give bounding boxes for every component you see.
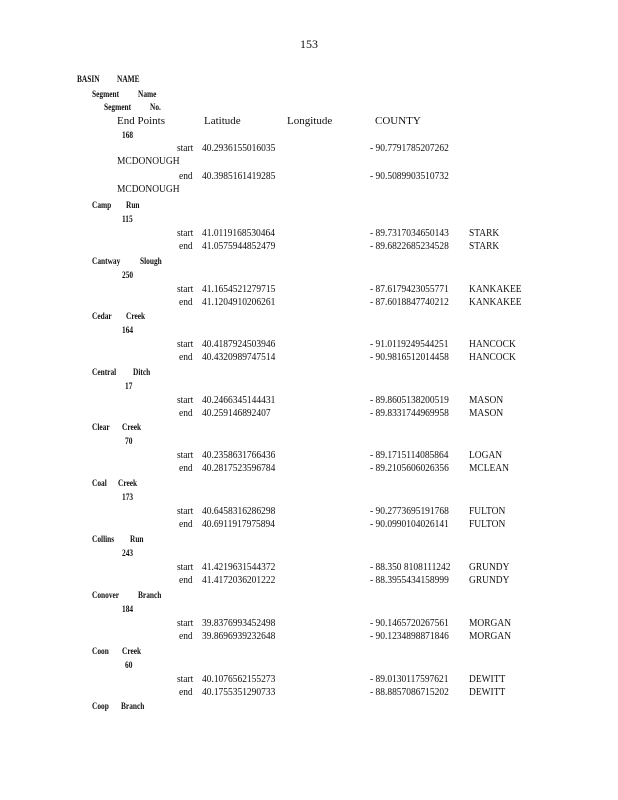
segment-number: 70	[125, 436, 133, 446]
latitude-value: 40.1755351290733	[202, 686, 276, 698]
endpoint-label: start	[177, 561, 194, 573]
county-value: MCLEAN	[469, 462, 509, 474]
county-value: STARK	[469, 227, 500, 239]
latitude-value: 41.4219631544372	[202, 561, 276, 573]
county-value: MCDONOUGH	[117, 155, 180, 167]
latitude-value: 40.4320989747514	[202, 351, 276, 363]
county-value: FULTON	[469, 505, 506, 517]
segment-name: Cedar	[92, 311, 112, 321]
longitude-value: - 89.2105606026356	[370, 462, 449, 474]
table-row	[0, 630, 618, 642]
segment-name: Camp	[92, 200, 112, 210]
longitude-value: - 89.8331744969958	[370, 407, 449, 419]
table-row	[0, 673, 618, 685]
endpoint-label: end	[179, 240, 193, 252]
table-row	[0, 449, 618, 461]
endpoint-label: start	[177, 673, 194, 685]
header-name: NAME	[117, 74, 140, 84]
latitude-value: 40.2936155016035	[202, 142, 276, 154]
latitude-value: 40.1076562155273	[202, 673, 276, 685]
latitude-value: 39.8376993452498	[202, 617, 276, 629]
segment-number: 250	[122, 270, 134, 280]
county-value: HANCOCK	[469, 338, 516, 350]
segment-name: Collins	[92, 534, 115, 544]
county-value: DEWITT	[469, 686, 506, 698]
latitude-value: 41.0119168530464	[202, 227, 275, 239]
endpoint-label: start	[177, 394, 194, 406]
longitude-value: - 90.0990104026141	[370, 518, 449, 530]
table-row	[0, 351, 618, 363]
table-row	[0, 574, 618, 586]
table-row	[0, 561, 618, 573]
segment-type: Creek	[122, 646, 142, 656]
endpoint-label: end	[179, 170, 193, 182]
longitude-value: - 87.6018847740212	[370, 296, 449, 308]
segment-type: Run	[126, 200, 140, 210]
latitude-value: 40.4187924503946	[202, 338, 276, 350]
endpoint-label: start	[177, 142, 194, 154]
segment-type: Branch	[121, 701, 145, 711]
latitude-value: 41.4172036201222	[202, 574, 276, 586]
segment-number: 164	[122, 325, 134, 335]
segment-number: 184	[122, 604, 134, 614]
latitude-value: 40.259146892407	[202, 407, 271, 419]
latitude-value: 40.2466345144431	[202, 394, 276, 406]
endpoint-label: start	[177, 338, 194, 350]
segment-name: Central	[92, 367, 117, 377]
table-row	[0, 227, 618, 239]
table-row	[0, 462, 618, 474]
segment-type: Ditch	[133, 367, 151, 377]
endpoint-label: end	[179, 462, 193, 474]
longitude-value: - 90.2773695191768	[370, 505, 449, 517]
segment-number: 17	[125, 381, 133, 391]
longitude-value: - 90.9816512014458	[370, 351, 449, 363]
county-value: MORGAN	[469, 617, 512, 629]
table-row	[0, 240, 618, 252]
segment-type: Run	[130, 534, 144, 544]
latitude-value: 40.6911917975894	[202, 518, 275, 530]
endpoint-label: end	[179, 296, 193, 308]
latitude-value: 40.6458316286298	[202, 505, 276, 517]
table-row	[0, 296, 618, 308]
latitude-value: 40.2817523596784	[202, 462, 276, 474]
longitude-value: - 90.1465720267561	[370, 617, 449, 629]
longitude-value: - 91.0119249544251	[370, 338, 449, 350]
latitude-value: 39.8696939232648	[202, 630, 276, 642]
longitude-value: - 88.3955434158999	[370, 574, 449, 586]
longitude-value: - 89.7317034650143	[370, 227, 449, 239]
county-value: DEWITT	[469, 673, 506, 685]
header-segment-2: Segment	[104, 102, 132, 112]
table-row	[0, 518, 618, 530]
header-county: COUNTY	[375, 115, 421, 127]
latitude-value: 40.2358631766436	[202, 449, 276, 461]
latitude-value: 41.0575944852479	[202, 240, 276, 252]
segment-type: Creek	[122, 422, 142, 432]
county-value: MASON	[469, 394, 504, 406]
endpoint-label: start	[177, 449, 194, 461]
table-row	[0, 505, 618, 517]
segment-number: 115	[122, 214, 133, 224]
segment-number: 173	[122, 492, 134, 502]
endpoint-label: end	[179, 574, 193, 586]
segment-name: Coop	[92, 701, 109, 711]
header-segment-name: Name	[138, 89, 157, 99]
table-row	[0, 142, 618, 154]
table-row	[0, 283, 618, 295]
header-number: No.	[150, 102, 161, 112]
header-longitude: Longitude	[287, 115, 333, 127]
county-value: MASON	[469, 407, 504, 419]
header-latitude: Latitude	[204, 115, 241, 127]
longitude-value: - 89.1715114085864	[370, 449, 449, 461]
longitude-value: - 88.8857086715202	[370, 686, 449, 698]
county-value: FULTON	[469, 518, 506, 530]
header-end-points: End Points	[117, 115, 165, 127]
endpoint-label: end	[179, 407, 193, 419]
header-basin: BASIN	[77, 74, 100, 84]
longitude-value: - 90.5089903510732	[370, 170, 449, 182]
table-row	[0, 407, 618, 419]
table-row	[0, 394, 618, 406]
segment-name: Coon	[92, 646, 109, 656]
endpoint-label: start	[177, 505, 194, 517]
county-value: GRUNDY	[469, 561, 510, 573]
table-row	[0, 617, 618, 629]
longitude-value: - 89.0130117597621	[370, 673, 449, 685]
endpoint-label: end	[179, 686, 193, 698]
latitude-value: 40.3985161419285	[202, 170, 276, 182]
segment-name: Conover	[92, 590, 120, 600]
longitude-value: - 89.8605138200519	[370, 394, 449, 406]
county-value: HANCOCK	[469, 351, 516, 363]
county-value: GRUNDY	[469, 574, 510, 586]
county-value: MORGAN	[469, 630, 512, 642]
segment-type: Creek	[118, 478, 138, 488]
endpoint-label: end	[179, 630, 193, 642]
endpoint-label: start	[177, 617, 194, 629]
longitude-value: - 90.7791785207262	[370, 142, 449, 154]
endpoint-label: start	[177, 227, 194, 239]
table-row	[0, 338, 618, 350]
table-row	[0, 170, 618, 182]
segment-name: Coal	[92, 478, 107, 488]
endpoint-label: end	[179, 351, 193, 363]
longitude-value: - 88.350 8108111242	[370, 561, 451, 573]
longitude-value: - 87.6179423055771	[370, 283, 449, 295]
endpoint-label: start	[177, 283, 194, 295]
segment-type: Slough	[140, 256, 162, 266]
segment-number: 60	[125, 660, 133, 670]
segment-type: Creek	[126, 311, 146, 321]
longitude-value: - 89.6822685234528	[370, 240, 449, 252]
latitude-value: 41.1654521279715	[202, 283, 276, 295]
segment-number: 168	[122, 130, 134, 140]
longitude-value: - 90.1234898871846	[370, 630, 449, 642]
county-value: KANKAKEE	[469, 283, 522, 295]
endpoint-label: end	[179, 518, 193, 530]
segment-name: Clear	[92, 422, 110, 432]
county-value: KANKAKEE	[469, 296, 522, 308]
table-row	[0, 686, 618, 698]
segment-name: Cantway	[92, 256, 121, 266]
county-value: STARK	[469, 240, 500, 252]
latitude-value: 41.1204910206261	[202, 296, 276, 308]
header-segment: Segment	[92, 89, 120, 99]
county-value: LOGAN	[469, 449, 503, 461]
segment-number: 243	[122, 548, 134, 558]
county-value: MCDONOUGH	[117, 183, 180, 195]
page-number: 153	[300, 37, 318, 51]
segment-type: Branch	[138, 590, 162, 600]
